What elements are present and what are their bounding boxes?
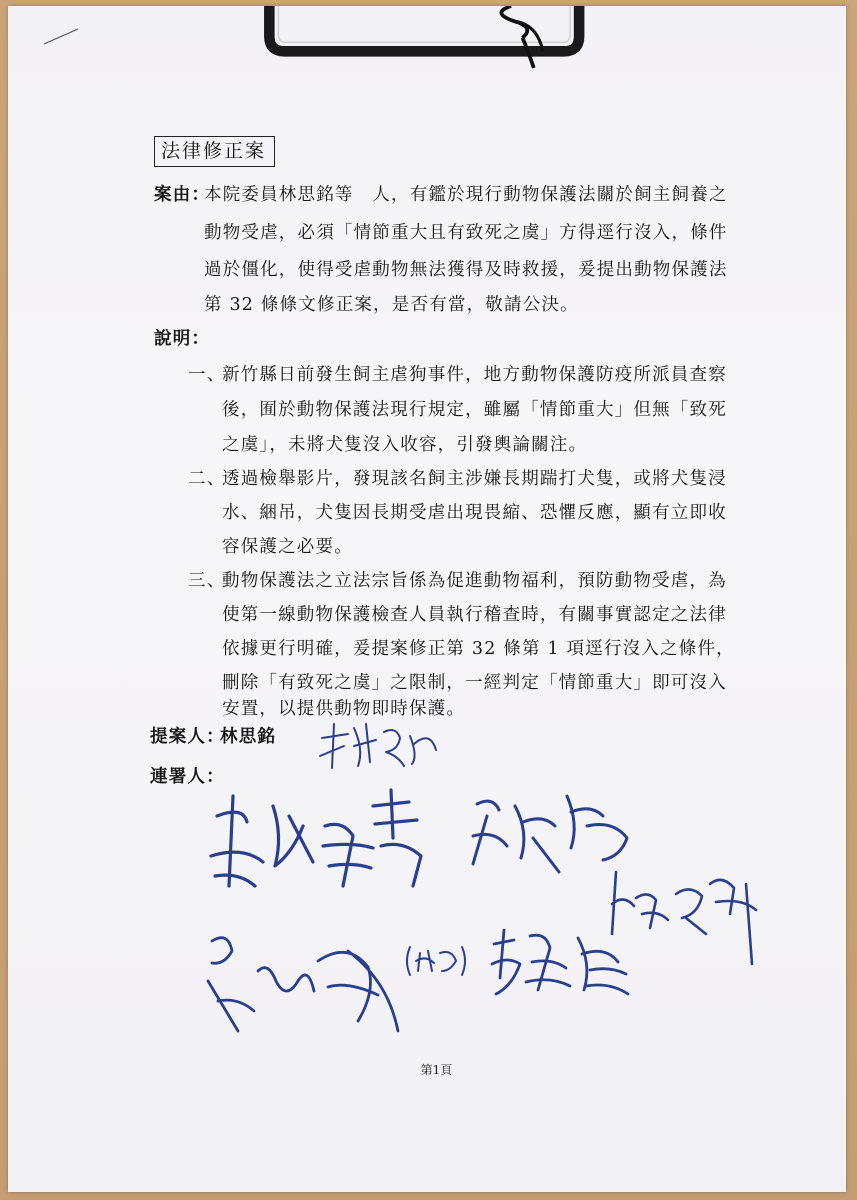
item-line: 刪除「有致死之虞」之限制，一經判定「情節重大」即可沒入 bbox=[222, 673, 727, 693]
cosigner-signature bbox=[198, 921, 408, 1041]
proposer-name: 林思銘 bbox=[220, 727, 277, 747]
item-number: 一、 bbox=[188, 365, 226, 385]
case-label: 案由： bbox=[154, 185, 211, 205]
item-line: 安置，以提供動物即時保護。 bbox=[222, 699, 466, 719]
case-line: 本院委員林思銘等 人，有鑑於現行動物保護法關於飼主飼養之 bbox=[204, 185, 728, 205]
item-line: 透過檢舉影片，發現該名飼主涉嫌長期踹打犬隻，或將犬隻浸 bbox=[222, 469, 727, 489]
item-number: 二、 bbox=[188, 469, 226, 489]
case-line: 第 32 條條文修正案，是否有當，敬請公決。 bbox=[204, 295, 579, 315]
clipboard-clip-icon bbox=[208, 6, 648, 74]
proposer-signature bbox=[314, 716, 444, 776]
proposer-label: 提案人： bbox=[150, 727, 225, 747]
item-line: 容保護之必要。 bbox=[222, 537, 353, 557]
stray-pen-mark bbox=[42, 26, 82, 48]
explain-label: 說明： bbox=[154, 329, 211, 349]
cosigner-signature bbox=[402, 941, 472, 981]
case-line: 動物受虐，必須「情節重大且有致死之虞」方得逕行沒入，條件 bbox=[204, 223, 728, 243]
item-line: 新竹縣日前發生飼主虐狗事件，地方動物保護防疫所派員查察 bbox=[222, 365, 727, 385]
case-line: 過於僵化，使得受虐動物無法獲得及時救援，爰提出動物保護法 bbox=[204, 260, 728, 280]
cosigner-signature bbox=[486, 924, 636, 1004]
item-number: 三、 bbox=[188, 571, 226, 591]
item-line: 動物保護法之立法宗旨係為促進動物福利，預防動物受虐，為 bbox=[222, 571, 727, 591]
cosigner-signature bbox=[203, 776, 453, 906]
cosigner-label: 連署人： bbox=[150, 767, 225, 787]
item-line: 依據更行明確，爰提案修正第 32 條第 1 項逕行沒入之條件， bbox=[222, 639, 735, 659]
item-line: 水、綑吊，犬隻因長期受虐出現畏縮、恐懼反應，顯有立即收 bbox=[222, 503, 727, 523]
document-title: 法律修正案 bbox=[154, 136, 275, 167]
page-number: 第1頁 bbox=[420, 1063, 453, 1077]
document-page bbox=[8, 6, 846, 1192]
item-line: 之虞」，未將犬隻沒入收容，引發輿論關注。 bbox=[222, 435, 588, 455]
item-line: 使第一線動物保護檢查人員執行稽查時，有關事實認定之法律 bbox=[222, 605, 727, 625]
item-line: 後，囿於動物保護法現行規定，雖屬「情節重大」但無「致死 bbox=[222, 400, 727, 420]
